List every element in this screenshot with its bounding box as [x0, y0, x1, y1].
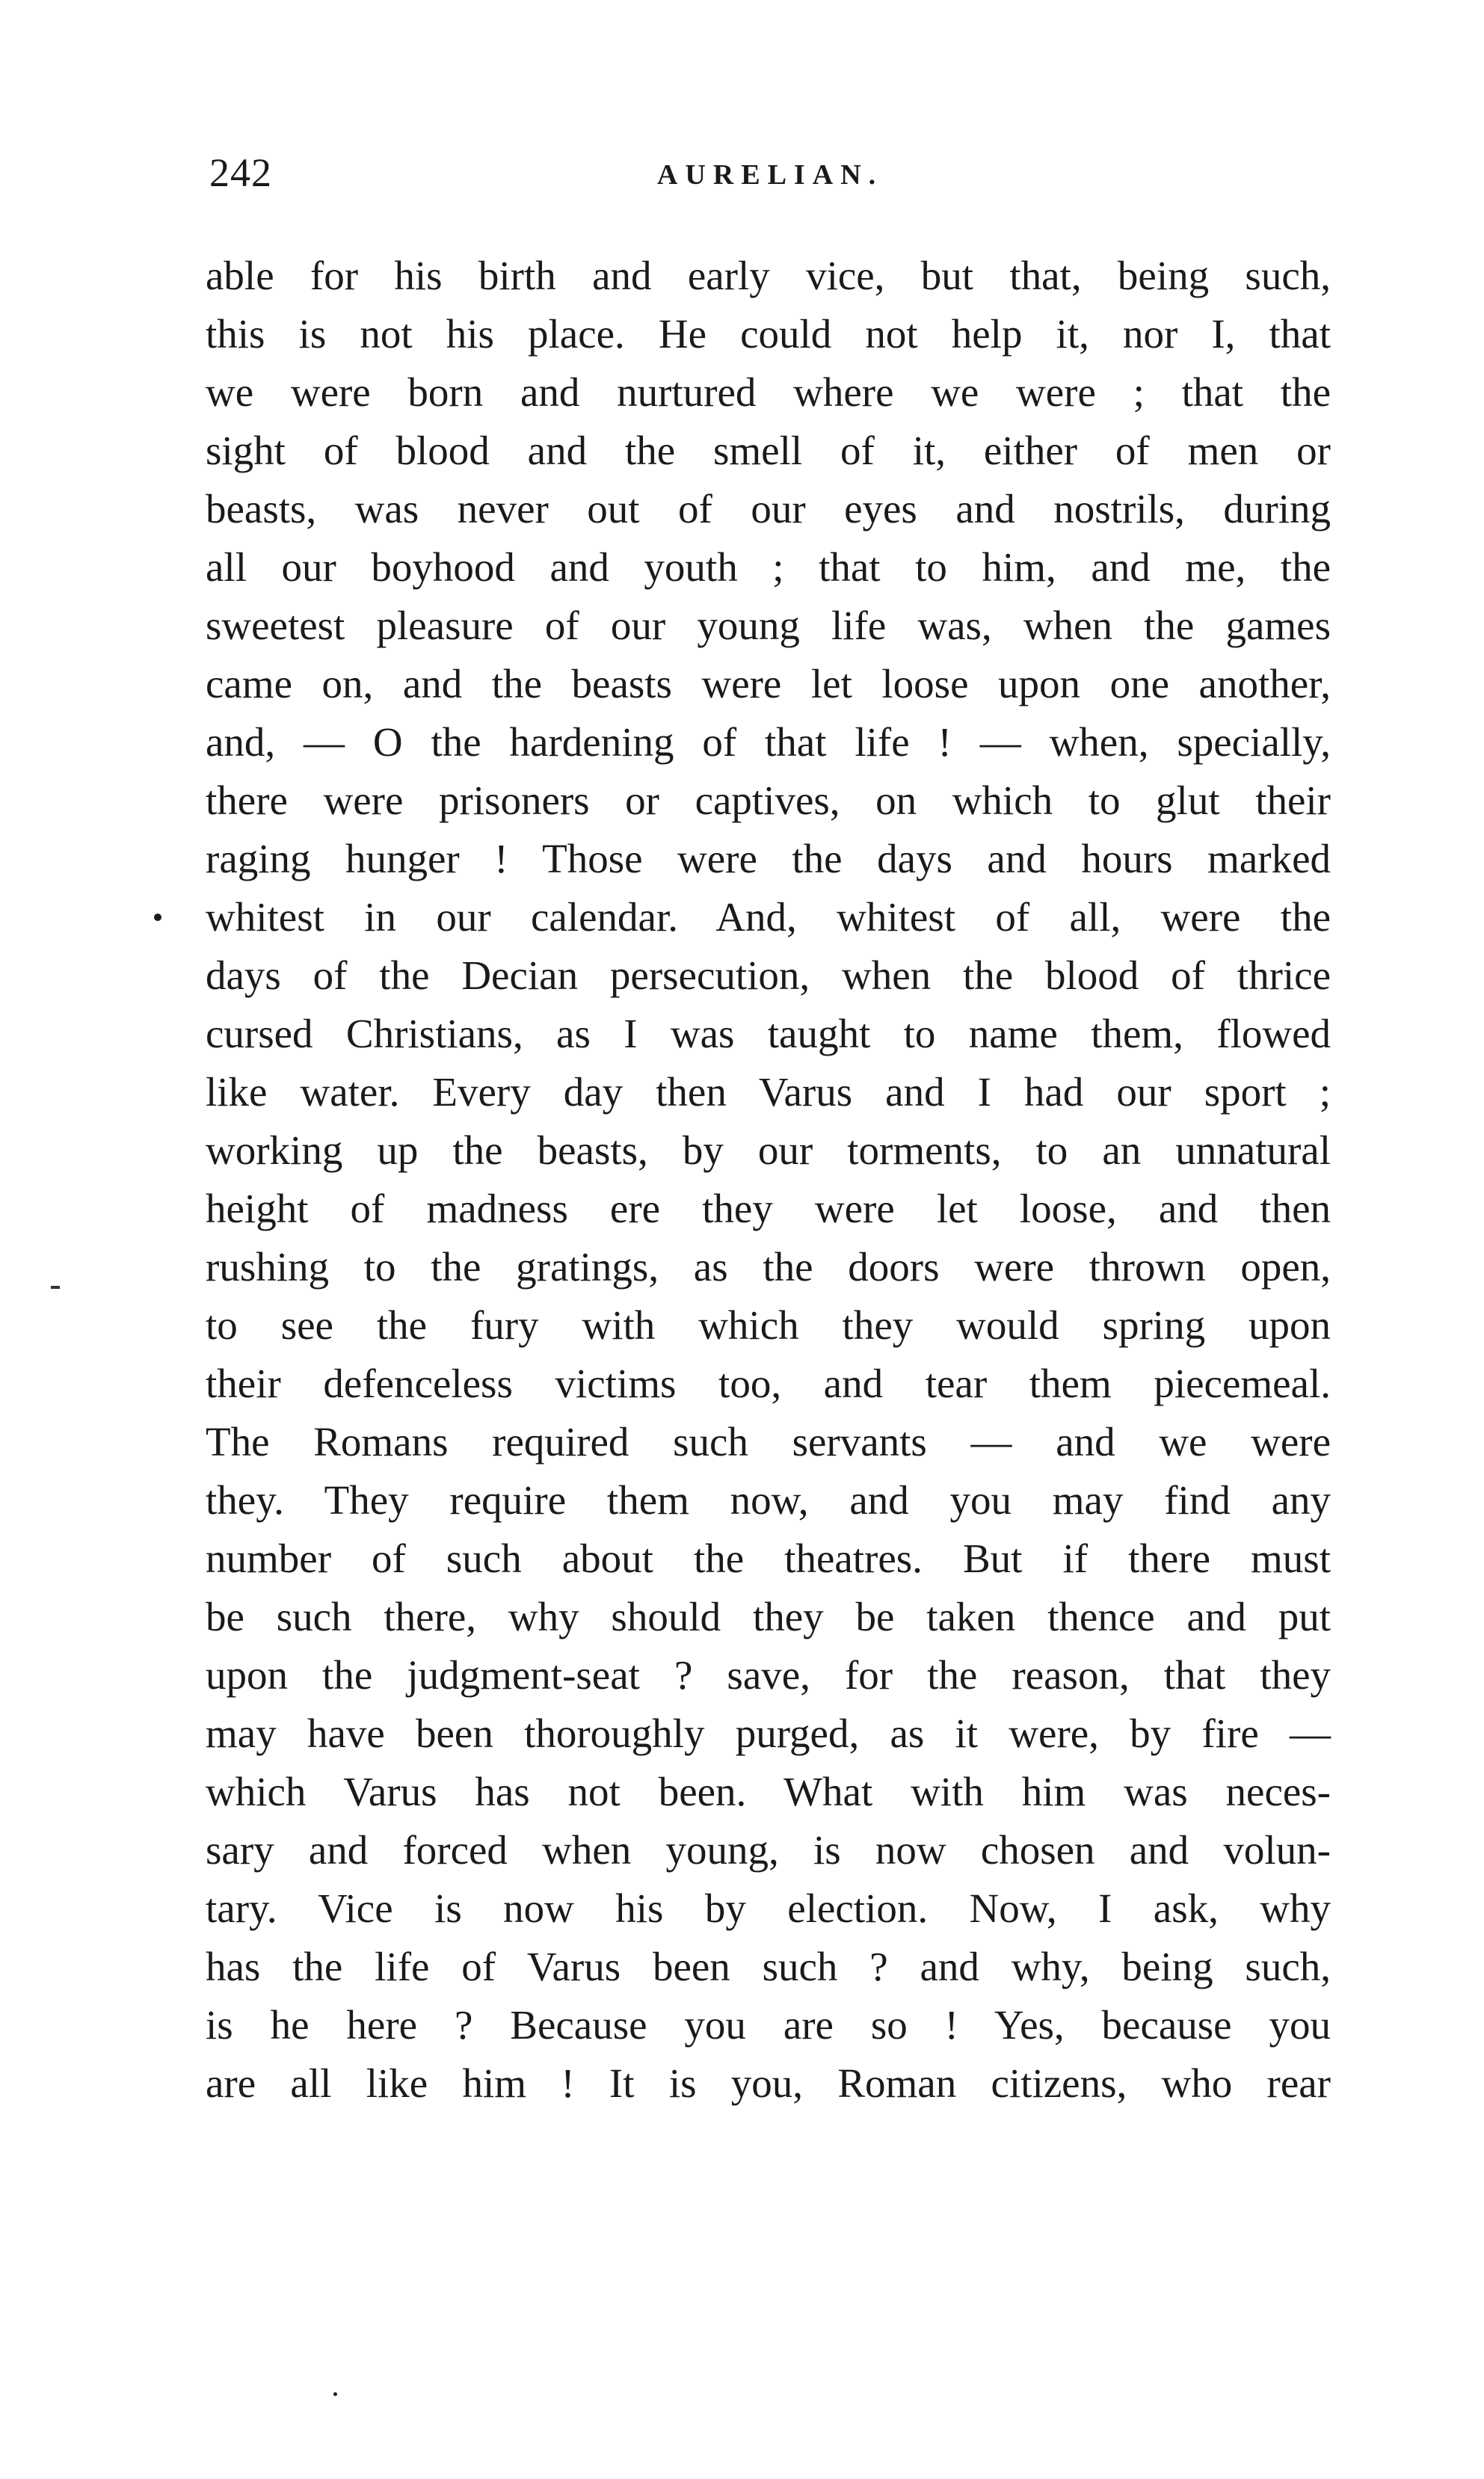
text-line: sight of blood and the smell of it, either of men or [206, 428, 1331, 473]
text-line: beasts, was never out of our eyes and nostrils, during [206, 486, 1331, 532]
text-line: they. They require them now, and you may find any [206, 1477, 1331, 1523]
text-line: are all like him ! It is you, Roman citizens, who rear [206, 2060, 1331, 2106]
text-line: working up the beasts, by our torments, to an unnatural [206, 1127, 1331, 1173]
text-line: The Romans required such servants — and we were [206, 1419, 1331, 1465]
text-line: number of such about the theatres. But if there must [206, 1536, 1331, 1581]
text-line: able for his birth and early vice, but that, being such, [206, 253, 1331, 298]
body-text [206, 247, 1331, 2113]
page-number: 242 [209, 150, 272, 195]
text-line: which Varus has not been. What with him was neces- [206, 1769, 1331, 1814]
text-line: sary and forced when young, is now chosen and volun- [206, 1827, 1331, 1873]
running-head: AURELIAN. [656, 159, 884, 191]
text-line: height of madness ere they were let loose, and then [206, 1186, 1331, 1231]
text-line: to see the fury with which they would spring upon [206, 1302, 1331, 1348]
text-line: tary. Vice is now his by election. Now, I ask, why [206, 1885, 1331, 1931]
text-line: upon the judgment-seat ? save, for the reason, that they [206, 1652, 1331, 1698]
text-line: this is not his place. He could not help it, nor I, that [206, 311, 1331, 357]
text-line: rushing to the gratings, as the doors were thrown open, [206, 1244, 1331, 1290]
stray-print-mark [333, 2392, 337, 2396]
page-header [209, 150, 1331, 202]
text-line: has the life of Varus been such ? and why, being such, [206, 1944, 1331, 1989]
text-line: and, — O the hardening of that life ! — when, specially, [206, 719, 1331, 765]
text-line: be such there, why should they be taken thence and put [206, 1594, 1331, 1639]
text-line: may have been thoroughly purged, as it were, by fire — [206, 1710, 1331, 1756]
text-line: whitest in our calendar. And, whitest of all, were the [206, 894, 1331, 940]
text-line: sweetest pleasure of our young life was, when the games [206, 603, 1331, 648]
text-line: like water. Every day then Varus and I had our sport ; [206, 1069, 1331, 1115]
text-line: is he here ? Because you are so ! Yes, because you [206, 2002, 1331, 2048]
text-line: we were born and nurtured where we were ; that the [206, 369, 1331, 415]
stray-print-mark [51, 1286, 60, 1289]
text-line: there were prisoners or captives, on which to glut their [206, 777, 1331, 823]
text-line: raging hunger ! Those were the days and hours marked [206, 836, 1331, 881]
text-line: all our boyhood and youth ; that to him, and me, the [206, 544, 1331, 590]
stray-print-mark [154, 914, 161, 921]
text-line: cursed Christians, as I was taught to name them, flowed [206, 1011, 1331, 1056]
text-line: days of the Decian persecution, when the blood of thrice [206, 952, 1331, 998]
text-line: came on, and the beasts were let loose upon one another, [206, 661, 1331, 706]
text-line: their defenceless victims too, and tear them piecemeal. [206, 1361, 1331, 1406]
